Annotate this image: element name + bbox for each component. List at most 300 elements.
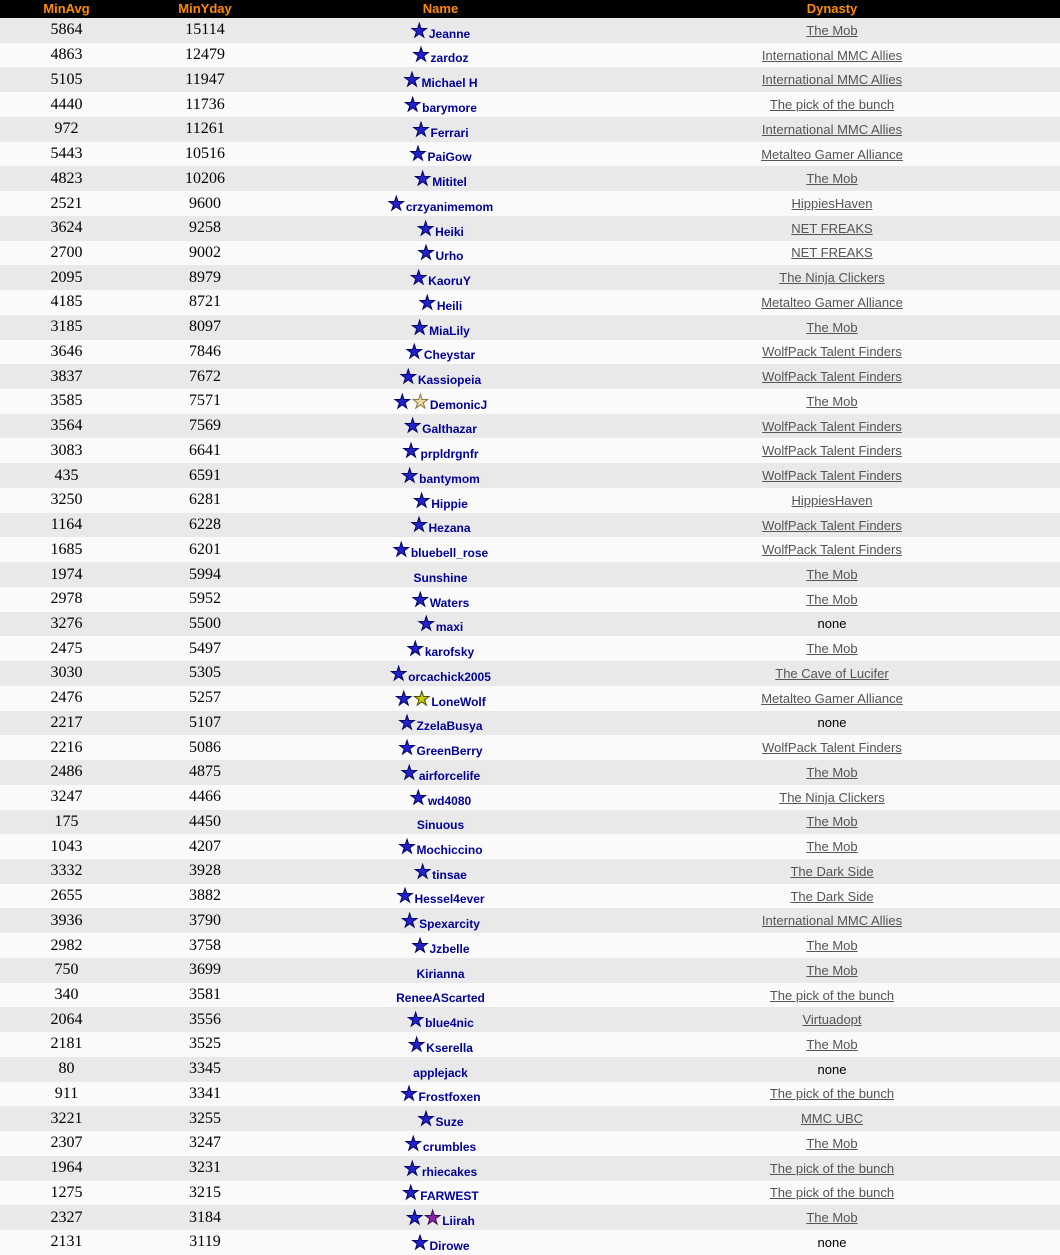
player-name-link[interactable]: barymore [422, 100, 477, 115]
table-row [0, 908, 1060, 933]
table-row [0, 340, 1060, 365]
table-row [0, 810, 1060, 835]
minavg-cell: 80 [58, 1060, 75, 1078]
star-group [410, 270, 428, 288]
star-group [404, 418, 422, 436]
player-name-link[interactable]: Spexarcity [419, 917, 480, 932]
table-row [0, 834, 1060, 859]
name-cell [277, 513, 604, 538]
minavg-cell: 1164 [50, 516, 83, 534]
name-cell [277, 537, 604, 562]
player-name-link[interactable]: DemonicJ [429, 397, 488, 412]
blue-star-icon: ★ [387, 193, 405, 215]
player-name-link[interactable]: crumbles [422, 1139, 477, 1154]
dynasty-link[interactable]: The Mob [806, 839, 858, 855]
minavg-cell: 5864 [50, 21, 83, 39]
minyday-cell: 15114 [185, 21, 225, 39]
dynasty-link[interactable]: The Mob [806, 393, 858, 409]
player-name-link[interactable]: maxi [435, 620, 464, 635]
dynasty-link[interactable]: HippiesHaven [791, 492, 873, 508]
minavg-cell: 3936 [50, 911, 83, 929]
star-group [412, 119, 430, 141]
minavg-cell: 4440 [50, 95, 83, 113]
dynasty-link[interactable]: WolfPack Talent Finders [762, 443, 902, 459]
blue-star-icon: ★ [414, 861, 432, 883]
player-name-link[interactable]: Michael H [421, 76, 478, 91]
minyday-cell: 5994 [189, 565, 221, 583]
player-name-link[interactable]: ZzelaBusya [416, 719, 483, 734]
minyday-cell: 6641 [189, 441, 221, 459]
minavg-cell: 4863 [50, 46, 83, 64]
player-name-link[interactable]: Urho [435, 249, 464, 264]
dynasty-link[interactable]: The Mob [806, 1210, 858, 1226]
name-cell [277, 661, 604, 686]
minyday-cell: 3184 [189, 1208, 221, 1226]
dynasty-link[interactable]: Virtuadopt [802, 1012, 862, 1028]
minyday-cell: 9002 [189, 243, 221, 261]
player-name-link[interactable]: Cheystar [423, 348, 476, 363]
name-cell [277, 1205, 604, 1230]
minavg-cell: 2486 [50, 763, 83, 781]
star-group [417, 218, 435, 240]
name-cell [277, 1156, 604, 1181]
dynasty-link[interactable]: The Mob [806, 938, 858, 954]
star-group [411, 589, 430, 611]
dynasty-cell: none [817, 715, 847, 731]
name-cell [277, 587, 604, 612]
blue-star-icon: ★ [390, 663, 408, 685]
table-row [0, 166, 1060, 191]
dynasty-link[interactable]: The Mob [806, 814, 858, 830]
star-group [417, 1111, 435, 1129]
table-row [0, 117, 1060, 142]
star-group [418, 292, 437, 314]
star-group [398, 715, 416, 733]
minavg-cell: 1043 [50, 837, 83, 855]
name-cell [277, 760, 604, 785]
star-group [400, 1086, 418, 1104]
player-name-link[interactable]: Jzbelle [429, 941, 470, 956]
dynasty-link[interactable]: The Mob [806, 764, 858, 780]
table-row [0, 290, 1060, 315]
dynasty-link[interactable]: The Mob [806, 319, 858, 335]
name-cell [277, 562, 604, 587]
table-row [0, 884, 1060, 909]
dynasty-link[interactable]: WolfPack Talent Finders [762, 344, 902, 360]
blue-star-icon: ★ [410, 515, 428, 537]
blue-star-icon: ★ [403, 70, 421, 92]
name-cell [277, 612, 604, 637]
blue-star-icon: ★ [409, 144, 427, 166]
dynasty-link[interactable]: The Mob [806, 171, 858, 187]
table-row [0, 562, 1060, 587]
minyday-cell: 11947 [185, 70, 225, 88]
minyday-cell: 11736 [185, 95, 225, 113]
minyday-cell: 5257 [189, 689, 221, 707]
blue-star-icon: ★ [398, 836, 416, 858]
star-group [398, 740, 416, 758]
name-cell [277, 1082, 604, 1107]
table-row [0, 1230, 1060, 1255]
star-group [414, 861, 432, 883]
dynasty-link[interactable]: The Ninja Clickers [779, 789, 885, 805]
minavg-cell: 4185 [50, 293, 83, 311]
player-name-link[interactable]: LoneWolf [431, 694, 486, 709]
blue-star-icon: ★ [393, 391, 411, 413]
player-name-link[interactable]: Liirah [442, 1213, 475, 1228]
player-name-link[interactable]: Heili [436, 298, 463, 313]
star-group [401, 913, 419, 931]
minyday-cell: 3215 [189, 1183, 221, 1201]
minyday-cell: 8979 [189, 268, 221, 286]
name-cell [277, 414, 604, 439]
minyday-cell: 4450 [189, 812, 221, 830]
header-dynasty[interactable]: Dynasty [806, 1, 858, 16]
table-row [0, 1156, 1060, 1181]
player-name-link[interactable]: wd4080 [427, 793, 472, 808]
dynasty-link[interactable]: MMC UBC [800, 1111, 864, 1127]
player-name-link[interactable]: blue4nic [425, 1016, 474, 1031]
dynasty-link[interactable]: Metalteo Gamer Alliance [761, 690, 903, 706]
player-name-link[interactable]: zardoz [430, 51, 469, 66]
minavg-cell: 3030 [50, 664, 83, 682]
dynasty-link[interactable]: International MMC Allies [761, 913, 903, 929]
minavg-cell: 2307 [50, 1134, 83, 1152]
table-row [0, 983, 1060, 1008]
player-name-link[interactable]: ReneeAScarted [396, 991, 485, 1006]
minavg-cell: 3250 [50, 491, 83, 509]
minyday-cell: 5952 [189, 590, 221, 608]
minyday-cell: 10516 [185, 145, 225, 163]
dynasty-link[interactable]: The Mob [806, 567, 858, 583]
dynasty-link[interactable]: The Mob [806, 22, 858, 38]
minavg-cell: 2476 [50, 689, 83, 707]
table-row [0, 1057, 1060, 1082]
table-row [0, 1082, 1060, 1107]
dynasty-link[interactable]: The pick of the bunch [769, 97, 895, 113]
minyday-cell: 3556 [189, 1010, 221, 1028]
minyday-cell: 3231 [189, 1159, 221, 1177]
player-name-link[interactable]: Mochiccino [416, 842, 483, 857]
blue-star-icon: ★ [408, 1034, 426, 1056]
player-name-link[interactable]: Hippie [431, 496, 468, 511]
star-group [400, 762, 419, 784]
dynasty-link[interactable]: The pick of the bunch [769, 1086, 895, 1102]
minavg-cell: 3837 [50, 367, 83, 385]
player-name-link[interactable]: Frostfoxen [418, 1090, 481, 1105]
blue-star-icon: ★ [396, 886, 414, 908]
player-name-link[interactable]: rhiecakes [421, 1164, 478, 1179]
name-cell [277, 1106, 604, 1131]
blue-star-icon: ★ [406, 639, 424, 661]
dynasty-cell: none [817, 1061, 847, 1077]
dynasty-link[interactable]: NET FREAKS [791, 245, 873, 261]
name-cell [277, 67, 604, 92]
minavg-cell: 3247 [50, 788, 83, 806]
name-cell [277, 364, 604, 389]
table-row [0, 513, 1060, 538]
minyday-cell: 7846 [189, 342, 221, 360]
dynasty-link[interactable]: International MMC Allies [761, 47, 903, 63]
blue-star-icon: ★ [404, 1133, 422, 1155]
table-row [0, 711, 1060, 736]
header-minavg[interactable]: MinAvg [43, 1, 90, 16]
minavg-cell: 1275 [50, 1183, 83, 1201]
star-group [410, 517, 428, 535]
dynasty-link[interactable]: The Mob [806, 641, 858, 657]
player-name-link[interactable]: karofsky [424, 645, 475, 660]
minavg-cell: 2131 [50, 1233, 83, 1251]
dynasty-link[interactable]: International MMC Allies [761, 121, 903, 137]
player-name-link[interactable]: Dirowe [429, 1238, 470, 1253]
dynasty-link[interactable]: HippiesHaven [791, 196, 873, 211]
name-cell [277, 1181, 604, 1206]
header-minyday[interactable]: MinYday [178, 1, 232, 16]
name-cell [277, 18, 604, 43]
player-name-link[interactable]: applejack [413, 1065, 468, 1080]
minyday-cell: 6201 [189, 540, 221, 558]
player-name-link[interactable]: Galthazar [422, 422, 477, 437]
dynasty-link[interactable]: Metalteo Gamer Alliance [761, 146, 903, 162]
star-group [404, 1133, 423, 1155]
table-row [0, 265, 1060, 290]
minyday-cell: 4875 [189, 763, 221, 781]
table-row [0, 364, 1060, 389]
minavg-cell: 3564 [50, 417, 83, 435]
minyday-cell: 5107 [189, 713, 221, 731]
blue-star-icon: ★ [399, 367, 417, 389]
player-name-link[interactable]: Suze [435, 1115, 464, 1130]
minavg-cell: 340 [54, 986, 79, 1003]
player-name-link[interactable]: prpldrgnfr [420, 447, 479, 462]
minyday-cell: 5500 [189, 614, 221, 632]
dynasty-link[interactable]: WolfPack Talent Finders [762, 517, 902, 533]
purple-star-icon: ★ [424, 1207, 442, 1229]
minavg-cell: 750 [54, 961, 79, 979]
star-group [402, 1185, 420, 1203]
minyday-cell: 3341 [189, 1084, 221, 1102]
player-name-link[interactable]: GreenBerry [416, 744, 483, 759]
table-row [0, 933, 1060, 958]
dynasty-link[interactable]: The pick of the bunch [769, 1185, 895, 1201]
minavg-cell: 2095 [50, 268, 83, 286]
blue-star-icon: ★ [398, 738, 416, 760]
table-row [0, 438, 1060, 463]
dynasty-link[interactable]: Metalteo Gamer Alliance [761, 294, 903, 310]
dynasty-link[interactable]: The Ninja Clickers [779, 270, 885, 286]
table-row [0, 463, 1060, 488]
table-row [0, 587, 1060, 612]
minyday-cell: 7571 [189, 392, 221, 410]
name-cell [277, 908, 604, 933]
dynasty-link[interactable]: International MMC Allies [761, 72, 903, 88]
dynasty-link[interactable]: The Cave of Lucifer [775, 665, 889, 681]
minavg-cell: 3083 [50, 441, 83, 459]
star-group [393, 542, 411, 560]
name-cell [277, 488, 604, 513]
name-cell [277, 340, 604, 365]
player-name-link[interactable]: PaiGow [427, 150, 472, 165]
player-name-link[interactable]: Kassiopeia [417, 373, 482, 388]
minyday-cell: 11261 [185, 120, 225, 138]
dynasty-link[interactable]: WolfPack Talent Finders [762, 369, 902, 385]
table-row [0, 686, 1060, 711]
blue-star-icon: ★ [400, 762, 418, 784]
minyday-cell: 5305 [189, 664, 221, 682]
player-name-link[interactable]: bluebell_rose [410, 546, 489, 561]
tan-star-icon: ★ [411, 391, 429, 413]
minyday-cell: 7569 [189, 417, 221, 435]
minavg-cell: 2700 [50, 243, 83, 261]
minavg-cell: 2982 [50, 936, 83, 954]
minavg-cell: 435 [54, 466, 79, 484]
minyday-cell: 4466 [189, 788, 221, 806]
name-cell [277, 166, 604, 191]
name-cell [277, 290, 604, 315]
blue-star-icon: ★ [407, 1010, 425, 1032]
player-name-link[interactable]: Kirianna [416, 966, 465, 981]
minavg-cell: 2217 [50, 713, 83, 731]
table-row [0, 18, 1060, 43]
dynasty-link[interactable]: The Mob [806, 591, 858, 607]
name-cell [277, 241, 604, 266]
name-cell [277, 1032, 604, 1057]
table-row [0, 1032, 1060, 1057]
star-group [402, 443, 420, 461]
dynasty-link[interactable]: The Mob [806, 1135, 858, 1151]
blue-star-icon: ★ [412, 45, 430, 67]
minyday-cell: 3345 [189, 1060, 221, 1078]
player-name-link[interactable]: KaoruY [428, 274, 471, 289]
dynasty-link[interactable]: The Mob [806, 962, 858, 978]
minavg-cell: 1964 [50, 1159, 83, 1177]
blue-star-icon: ★ [401, 911, 419, 933]
star-group [393, 391, 430, 413]
header-name[interactable]: Name [422, 1, 459, 16]
player-name-link[interactable]: Kserella [426, 1040, 473, 1055]
dynasty-link[interactable]: The pick of the bunch [769, 987, 895, 1003]
star-group [410, 20, 429, 42]
star-group [418, 616, 436, 634]
minyday-cell: 3247 [189, 1134, 221, 1152]
name-cell [277, 686, 604, 711]
table-row [0, 191, 1060, 216]
blue-star-icon: ★ [402, 1183, 420, 1205]
player-name-link[interactable]: Mititel [432, 175, 467, 190]
minavg-cell: 5443 [50, 145, 83, 163]
minavg-cell: 2216 [50, 738, 83, 756]
blue-star-icon: ★ [404, 94, 422, 116]
dynasty-link[interactable]: WolfPack Talent Finders [762, 418, 902, 434]
player-name-link[interactable]: Hessel4ever [414, 892, 485, 907]
star-group [414, 171, 432, 189]
dynasty-link[interactable]: WolfPack Talent Finders [762, 468, 902, 484]
star-group [409, 787, 428, 809]
name-cell [277, 463, 604, 488]
player-name-link[interactable]: Waters [429, 595, 470, 610]
player-name-link[interactable]: crzyanimemom [405, 199, 494, 214]
name-cell [277, 884, 604, 909]
name-cell [277, 983, 604, 1008]
minavg-cell: 5105 [50, 70, 83, 88]
minavg-cell: 3624 [50, 219, 83, 237]
blue-star-icon: ★ [409, 787, 427, 809]
player-name-link[interactable]: Heiki [435, 224, 464, 239]
star-group [411, 1232, 429, 1254]
player-name-link[interactable]: FARWEST [420, 1189, 479, 1204]
minavg-cell: 4823 [50, 169, 83, 187]
player-name-link[interactable]: airforcelife [418, 768, 481, 783]
player-name-link[interactable]: Hezana [428, 521, 471, 536]
blue-star-icon: ★ [412, 119, 430, 141]
table-row [0, 67, 1060, 92]
dynasty-link[interactable]: The Mob [806, 1036, 858, 1052]
star-group [411, 935, 429, 957]
minyday-cell: 3581 [189, 986, 221, 1003]
minavg-cell: 3332 [50, 862, 83, 880]
blue-star-icon: ★ [414, 169, 432, 191]
minyday-cell: 3758 [189, 936, 221, 954]
minyday-cell: 8097 [189, 318, 221, 336]
dynasty-link[interactable]: WolfPack Talent Finders [762, 740, 902, 756]
player-name-link[interactable]: Sinuous [416, 818, 465, 833]
table-row [0, 612, 1060, 637]
table-row [0, 241, 1060, 266]
dynasty-link[interactable]: The Dark Side [790, 863, 874, 879]
table-row [0, 785, 1060, 810]
minavg-cell: 1974 [50, 565, 83, 583]
blue-star-icon: ★ [417, 614, 435, 636]
table-row [0, 1106, 1060, 1131]
table-row [0, 958, 1060, 983]
minyday-cell: 4207 [189, 837, 221, 855]
minyday-cell: 3790 [189, 911, 221, 929]
blue-star-icon: ★ [405, 342, 423, 364]
name-cell [277, 834, 604, 859]
dynasty-link[interactable]: WolfPack Talent Finders [762, 542, 902, 558]
table-row [0, 760, 1060, 785]
name-cell [277, 315, 604, 340]
player-name-link[interactable]: bantymom [419, 471, 480, 486]
player-name-link[interactable]: orcachick2005 [408, 669, 491, 684]
name-cell [277, 92, 604, 117]
minyday-cell: 9600 [189, 194, 221, 212]
player-name-link[interactable]: tinsae [432, 867, 467, 882]
dynasty-link[interactable]: The Dark Side [790, 888, 874, 904]
name-cell [277, 142, 604, 167]
star-group [407, 1012, 425, 1030]
dynasty-link[interactable]: NET FREAKS [791, 220, 873, 236]
star-group [390, 663, 408, 685]
name-cell [277, 711, 604, 736]
name-cell [277, 389, 604, 414]
player-name-link[interactable]: Ferrari [430, 125, 469, 140]
star-group [398, 836, 416, 858]
star-group [412, 47, 430, 65]
name-cell [277, 1131, 604, 1156]
player-name-link[interactable]: Sunshine [413, 570, 468, 585]
player-name-link[interactable]: Jeanne [428, 26, 471, 41]
minavg-cell: 2181 [50, 1035, 83, 1053]
table-row [0, 661, 1060, 686]
dynasty-link[interactable]: The pick of the bunch [769, 1160, 895, 1176]
player-name-link[interactable]: MiaLily [429, 323, 470, 338]
star-group [409, 146, 427, 164]
table-row [0, 636, 1060, 661]
blue-star-icon: ★ [410, 20, 428, 42]
table-row [0, 92, 1060, 117]
table-row [0, 735, 1060, 760]
